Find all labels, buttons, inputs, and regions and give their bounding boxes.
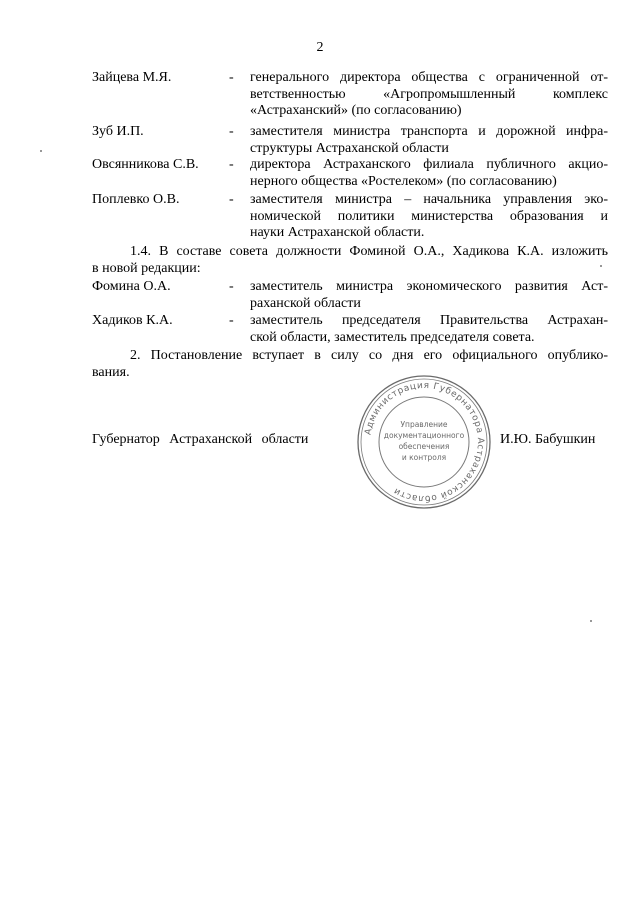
position-line: заместитель министра экономического развития Аст-	[250, 279, 608, 294]
position-line: науки Астраханской области.	[250, 225, 425, 240]
position-line: структуры Астраханской области	[250, 140, 449, 156]
member-name: Зуб И.П.	[92, 124, 144, 139]
member-dash: -	[229, 279, 234, 294]
position-line: нерного общества «Ростелеком» (по согласованию)	[250, 173, 557, 189]
member-name: Хадиков К.А.	[92, 313, 173, 328]
member-name: Поплевко О.В.	[92, 192, 180, 207]
position-line: ской области, заместитель председателя совета.	[250, 329, 535, 345]
member-name: Овсянникова С.В.	[92, 157, 199, 172]
stamp-line: и контроля	[401, 453, 447, 462]
scan-speck	[600, 265, 602, 267]
scan-speck	[40, 150, 42, 152]
paragraph-line: в новой редакции:	[92, 260, 201, 276]
member-position	[250, 313, 608, 346]
position-line: номической политики министерства образования и	[250, 208, 608, 224]
position-line: заместителя министра транспорта и дорожной инфра-	[250, 124, 608, 139]
member-name: Зайцева М.Я.	[92, 70, 172, 85]
position-line: заместитель председателя Правительства Астрахан-	[250, 313, 608, 328]
official-stamp	[354, 372, 494, 512]
stamp-ring-text: Администрация Губернатора Астраханской области	[363, 380, 486, 504]
position-line: ветственностью «Агропромышленный комплекс	[250, 86, 608, 102]
member-position	[250, 157, 608, 190]
page-number: 2	[316, 40, 324, 55]
stamp-line: документационного	[383, 431, 465, 440]
member-dash: -	[229, 124, 234, 139]
paragraph-2	[92, 348, 608, 381]
paragraph-line: вания.	[92, 364, 130, 380]
paragraph-line: 1.4. В составе совета должности Фоминой О.А., Хадикова К.А. изложить	[130, 244, 608, 259]
member-dash: -	[229, 70, 234, 85]
member-name: Фомина О.А.	[92, 279, 171, 294]
member-dash: -	[229, 192, 234, 207]
paragraph-line: 2. Постановление вступает в силу со дня его официального опублико-	[130, 348, 608, 363]
position-line: директора Астраханского филиала публичного акцио-	[250, 157, 608, 172]
position-line: раханской области	[250, 295, 361, 311]
position-line: «Астраханский» (по согласованию)	[250, 103, 462, 118]
member-position	[250, 70, 608, 120]
stamp-line: Управление	[400, 420, 448, 429]
member-dash: -	[229, 313, 234, 328]
scan-speck	[590, 620, 592, 622]
position-line: генерального директора общества с ограниченной от-	[250, 70, 608, 85]
member-position	[250, 279, 608, 312]
member-position	[250, 192, 608, 242]
paragraph-1-4	[92, 244, 608, 277]
position-line: заместителя министра – начальника управления эко-	[250, 192, 608, 207]
signature-position: Губернатор Астраханской области	[92, 432, 309, 447]
member-dash: -	[229, 157, 234, 172]
stamp-line: обеспечения	[398, 442, 450, 451]
signature-name: И.Ю. Бабушкин	[500, 432, 596, 447]
member-position	[250, 124, 608, 157]
